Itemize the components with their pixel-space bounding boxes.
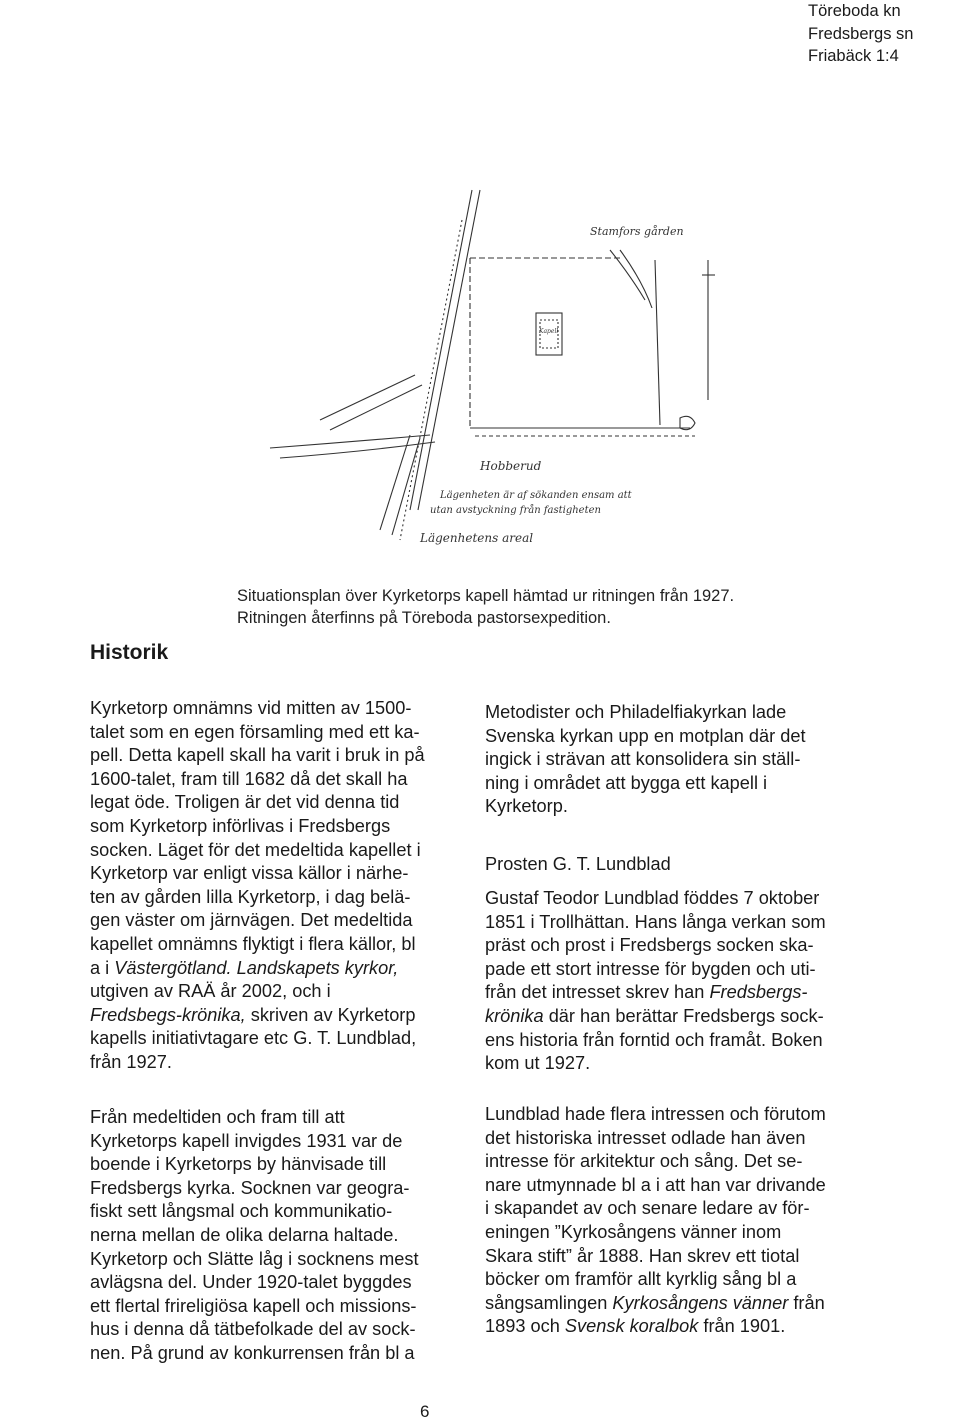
text-line: nerna mellan de olika delarna haltade. [90, 1224, 399, 1245]
text-line: kapellet omnämns flyktigt i flera källor, bl [90, 933, 416, 954]
page-number: 6 [420, 1402, 430, 1421]
text-line: boende i Kyrketorps by hänvisade till [90, 1154, 387, 1175]
book-title-svensk-koralbok: Svensk koralbok [564, 1316, 699, 1337]
text-line: Kyrketorp omnämns vid mitten av 1500- [90, 698, 412, 718]
text-line: nen. På grund av konkurrensen från bl a [90, 1342, 415, 1363]
subheading-lundblad: Prosten G. T. Lundblad [485, 854, 671, 874]
text-line: 1600-talet, fram till 1682 då det skall ha [90, 768, 408, 789]
site-plan-sketch [250, 180, 730, 570]
text-line: legat öde. Troligen är det vid denna tid [90, 792, 400, 813]
right-column-paragraph-1 [485, 701, 806, 819]
book-title-kyrkosangens-vanner: Kyrkosångens vänner [612, 1292, 789, 1313]
text-line: talet som en egen församling med ett ka- [90, 721, 420, 742]
text-fragment: a i [90, 957, 115, 978]
text-line: 1851 i Trollhättan. Hans långa verkan som [485, 911, 826, 932]
text-line: gen väster om järnvägen. Det medeltida [90, 910, 413, 931]
text-line: ens historia från forntid och framåt. Boken [485, 1029, 823, 1050]
text-line: i skapandet av och senare ledare av för- [485, 1198, 810, 1219]
text-line: pell. Detta kapell skall ha varit i bruk in på [90, 745, 425, 766]
text-line: Kyrketorps kapell invigdes 1931 var de [90, 1130, 403, 1151]
text-line: kom ut 1927. [485, 1053, 591, 1074]
book-title-fragment: Fredsbergs- [709, 982, 808, 1003]
text-line: Lundblad hade flera intressen och förutom [485, 1104, 826, 1124]
text-line: ingick i strävan att konsolidera sin ställ- [485, 749, 801, 770]
text-line: Kyrketorp och Slätte låg i socknens mest [90, 1248, 419, 1269]
text-line: från 1927. [90, 1051, 172, 1072]
text-fragment: skriven av Kyrketorp [245, 1004, 416, 1025]
text-line: ett flertal frireligiösa kapell och missions- [90, 1295, 417, 1316]
sketch-note-1: Lägenheten är af sökanden ensam att [440, 490, 632, 501]
text-line: nare utmynnade bl a i att han var drivande [485, 1174, 826, 1195]
figure-caption [237, 585, 734, 629]
caption-line-2: Ritningen återfinns på Töreboda pastorsexpedition. [237, 609, 611, 627]
text-fragment: 1893 och [485, 1316, 565, 1337]
text-line: ten av gården lilla Kyrketorp, i dag belä- [90, 886, 411, 907]
left-column-paragraph-1 [90, 697, 425, 1075]
text-line: Kyrketorp var enligt vissa källor i närhe- [90, 863, 409, 884]
sketch-note-3: Lägenhetens areal [420, 531, 534, 545]
sketch-note-2: utan avstyckning från fastigheten [430, 505, 601, 516]
text-line: Från medeltiden och fram till att [90, 1107, 345, 1127]
right-column-paragraph-2 [485, 887, 826, 1076]
left-column-paragraph-2 [90, 1106, 419, 1366]
text-line: Fredsbergs kyrka. Socknen var geogra- [90, 1177, 410, 1198]
text-line [485, 1005, 826, 1029]
text-fragment: från 1901. [698, 1316, 786, 1337]
text-line [485, 981, 826, 1005]
caption-line-1: Situationsplan över Kyrketorps kapell hämtad ur ritningen från 1927. [237, 587, 735, 605]
text-line: utgiven av RAÄ år 2002, och i [90, 981, 331, 1002]
header-property: Friabäck 1:4 [808, 47, 899, 65]
text-line: fiskt sett långsmal och kommunikatio- [90, 1201, 393, 1222]
text-line: Kyrketorp. [485, 796, 568, 817]
header-municipality: Töreboda kn [808, 2, 901, 20]
text-line [485, 1292, 826, 1316]
text-fragment: från [788, 1292, 825, 1313]
text-line: det historiska intresset odlade han även [485, 1127, 806, 1148]
sketch-label-chapel: Kapell [539, 328, 559, 335]
text-line: som Kyrketorp införlivas i Fredsbergs [90, 815, 391, 836]
text-line: eningen ”Kyrkosångens vänner inom [485, 1221, 782, 1242]
text-line: intresse för arkitektur och sång. Det se- [485, 1151, 803, 1172]
text-line: präst och prost i Fredsbergs socken ska- [485, 935, 814, 956]
text-line: Skara stift” år 1888. Han skrev ett tiotal [485, 1245, 800, 1266]
text-fragment: från det intresset skrev han [485, 982, 710, 1003]
text-line: kapells initiativtagare etc G. T. Lundblad, [90, 1028, 417, 1049]
book-title-fragment: krönika [485, 1005, 544, 1026]
text-line: pade ett stort intresse för bygden och uti- [485, 958, 816, 979]
text-line: böcker om framför allt kyrklig sång bl a [485, 1269, 797, 1290]
text-line: Svenska kyrkan upp en motplan där det [485, 725, 806, 746]
text-line: hus i denna då tätbefolkade del av sock- [90, 1319, 416, 1340]
text-line: socken. Läget för det medeltida kapellet i [90, 839, 421, 860]
sketch-label-hobberud: Hobberud [480, 459, 542, 473]
book-title-fredsbergs-kronika: Fredsbegs-krönika, [90, 1004, 246, 1025]
text-line: Gustaf Teodor Lundblad föddes 7 oktober [485, 888, 820, 908]
text-line: Metodister och Philadelfiakyrkan lade [485, 702, 787, 722]
right-column-paragraph-3 [485, 1103, 826, 1339]
text-line [485, 1315, 826, 1339]
header-parish: Fredsbergs sn [808, 24, 914, 43]
book-title-landskapets-kyrkor: Västergötland. Landskapets kyrkor, [114, 957, 399, 978]
section-title: Historik [90, 641, 169, 664]
text-line [90, 1004, 425, 1028]
text-line: avlägsna del. Under 1920-talet byggdes [90, 1272, 412, 1293]
text-line: ning i området att bygga ett kapell i [485, 772, 768, 793]
text-fragment: sångsamlingen [485, 1292, 613, 1313]
sketch-label-top: Stamfors gården [590, 225, 684, 238]
document-header [808, 0, 913, 68]
text-fragment: där han berättar Fredsbergs sock- [543, 1005, 824, 1026]
text-line [90, 957, 425, 981]
